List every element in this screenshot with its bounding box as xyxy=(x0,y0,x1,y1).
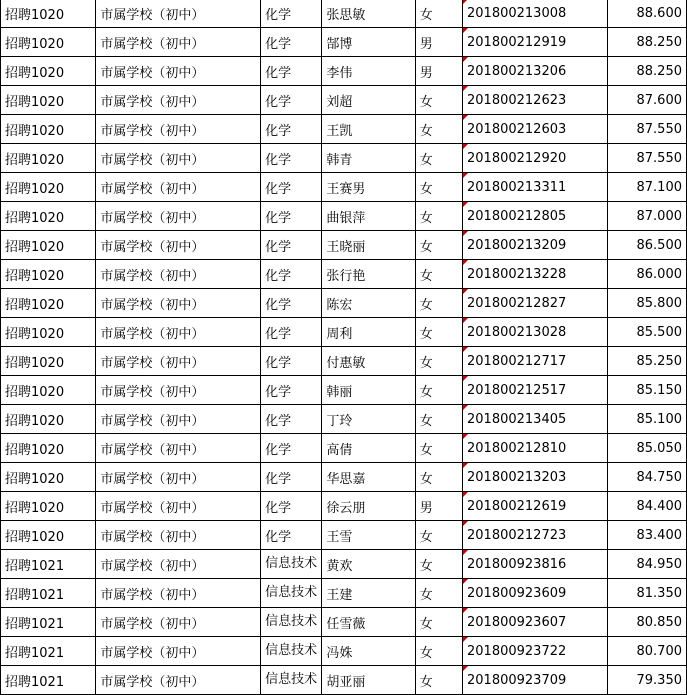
candidate-name-cell: 王建 xyxy=(322,579,415,608)
score-cell: 85.150 xyxy=(607,376,686,405)
post-code-cell: 招聘1020 xyxy=(1,28,96,57)
candidate-name-cell: 黄欢 xyxy=(322,550,415,579)
subject-cell: 化学 xyxy=(261,231,322,260)
unit-cell: 市属学校（初中） xyxy=(96,579,261,608)
table-row xyxy=(1,57,687,86)
unit-cell: 市属学校（初中） xyxy=(96,28,261,57)
table-row xyxy=(1,492,687,521)
score-cell: 88.600 xyxy=(607,0,686,28)
table-row xyxy=(1,666,687,695)
candidate-name-cell: 付惠敏 xyxy=(322,347,415,376)
post-code-cell: 招聘1021 xyxy=(1,579,96,608)
score-cell: 87.100 xyxy=(607,173,686,202)
candidate-name-cell: 曲银萍 xyxy=(322,202,415,231)
score-cell: 81.350 xyxy=(607,579,686,608)
post-code-cell: 招聘1021 xyxy=(1,608,96,637)
post-code-cell: 招聘1021 xyxy=(1,637,96,666)
subject-cell: 化学 xyxy=(261,260,322,289)
candidate-name-cell: 王晓丽 xyxy=(322,231,415,260)
score-cell: 85.100 xyxy=(607,405,686,434)
table-row xyxy=(1,144,687,173)
score-cell: 86.500 xyxy=(607,231,686,260)
table-row xyxy=(1,376,687,405)
unit-cell: 市属学校（初中） xyxy=(96,463,261,492)
candidate-name-cell: 王雪 xyxy=(322,521,415,550)
exam-id-cell: 201800212717 xyxy=(463,347,608,376)
table-row xyxy=(1,0,687,28)
exam-id-cell: 201800213008 xyxy=(463,0,608,28)
unit-cell: 市属学校（初中） xyxy=(96,347,261,376)
unit-cell: 市属学校（初中） xyxy=(96,144,261,173)
unit-cell: 市属学校（初中） xyxy=(96,550,261,579)
exam-id-cell: 201800213311 xyxy=(463,173,608,202)
gender-cell: 女 xyxy=(415,405,462,434)
post-code-cell: 招聘1020 xyxy=(1,144,96,173)
exam-id-cell: 201800923709 xyxy=(463,666,608,695)
candidate-name-cell: 胡亚丽 xyxy=(322,666,415,695)
exam-id-cell: 201800212517 xyxy=(463,376,608,405)
subject-cell: 化学 xyxy=(261,521,322,550)
score-cell: 80.850 xyxy=(607,608,686,637)
score-cell: 85.250 xyxy=(607,347,686,376)
gender-cell: 女 xyxy=(415,115,462,144)
post-code-cell: 招聘1020 xyxy=(1,173,96,202)
unit-cell: 市属学校（初中） xyxy=(96,57,261,86)
unit-cell: 市属学校（初中） xyxy=(96,376,261,405)
unit-cell: 市属学校（初中） xyxy=(96,608,261,637)
gender-cell: 女 xyxy=(415,289,462,318)
score-cell: 83.400 xyxy=(607,521,686,550)
exam-id-cell: 201800212827 xyxy=(463,289,608,318)
gender-cell: 女 xyxy=(415,173,462,202)
subject-cell: 信息技术 xyxy=(261,579,322,608)
exam-id-cell: 201800212919 xyxy=(463,28,608,57)
subject-cell: 信息技术 xyxy=(261,608,322,637)
score-cell: 87.550 xyxy=(607,115,686,144)
score-cell: 85.800 xyxy=(607,289,686,318)
exam-id-cell: 201800212723 xyxy=(463,521,608,550)
unit-cell: 市属学校（初中） xyxy=(96,289,261,318)
gender-cell: 女 xyxy=(415,376,462,405)
post-code-cell: 招聘1020 xyxy=(1,347,96,376)
exam-id-cell: 201800212619 xyxy=(463,492,608,521)
unit-cell: 市属学校（初中） xyxy=(96,115,261,144)
gender-cell: 女 xyxy=(415,579,462,608)
post-code-cell: 招聘1020 xyxy=(1,405,96,434)
subject-cell: 化学 xyxy=(261,318,322,347)
post-code-cell: 招聘1020 xyxy=(1,289,96,318)
candidate-name-cell: 刘超 xyxy=(322,86,415,115)
gender-cell: 女 xyxy=(415,666,462,695)
score-cell: 80.700 xyxy=(607,637,686,666)
table-body xyxy=(1,0,687,695)
unit-cell: 市属学校（初中） xyxy=(96,260,261,289)
unit-cell: 市属学校（初中） xyxy=(96,666,261,695)
post-code-cell: 招聘1020 xyxy=(1,231,96,260)
candidate-name-cell: 郜博 xyxy=(322,28,415,57)
gender-cell: 女 xyxy=(415,0,462,28)
candidate-name-cell: 陈宏 xyxy=(322,289,415,318)
gender-cell: 女 xyxy=(415,260,462,289)
unit-cell: 市属学校（初中） xyxy=(96,637,261,666)
score-cell: 84.950 xyxy=(607,550,686,579)
exam-id-cell: 201800212805 xyxy=(463,202,608,231)
subject-cell: 化学 xyxy=(261,86,322,115)
candidate-name-cell: 王凯 xyxy=(322,115,415,144)
subject-cell: 化学 xyxy=(261,144,322,173)
exam-id-cell: 201800212920 xyxy=(463,144,608,173)
exam-id-cell: 201800213028 xyxy=(463,318,608,347)
candidate-name-cell: 高倩 xyxy=(322,434,415,463)
score-cell: 84.750 xyxy=(607,463,686,492)
score-cell: 85.500 xyxy=(607,318,686,347)
subject-cell: 化学 xyxy=(261,28,322,57)
candidate-name-cell: 冯姝 xyxy=(322,637,415,666)
gender-cell: 女 xyxy=(415,608,462,637)
score-cell: 88.250 xyxy=(607,28,686,57)
unit-cell: 市属学校（初中） xyxy=(96,434,261,463)
exam-id-cell: 201800213228 xyxy=(463,260,608,289)
table-row xyxy=(1,173,687,202)
unit-cell: 市属学校（初中） xyxy=(96,521,261,550)
candidate-name-cell: 韩青 xyxy=(322,144,415,173)
table-row xyxy=(1,550,687,579)
candidate-name-cell: 韩丽 xyxy=(322,376,415,405)
score-cell: 87.550 xyxy=(607,144,686,173)
exam-id-cell: 201800213405 xyxy=(463,405,608,434)
score-cell: 86.000 xyxy=(607,260,686,289)
score-cell: 84.400 xyxy=(607,492,686,521)
gender-cell: 女 xyxy=(415,86,462,115)
post-code-cell: 招聘1020 xyxy=(1,434,96,463)
candidate-name-cell: 张思敏 xyxy=(322,0,415,28)
gender-cell: 女 xyxy=(415,347,462,376)
exam-id-cell: 201800212603 xyxy=(463,115,608,144)
table-row xyxy=(1,347,687,376)
score-cell: 85.050 xyxy=(607,434,686,463)
table-row xyxy=(1,260,687,289)
table-row xyxy=(1,28,687,57)
subject-cell: 信息技术 xyxy=(261,550,322,579)
post-code-cell: 招聘1020 xyxy=(1,521,96,550)
exam-id-cell: 201800923607 xyxy=(463,608,608,637)
candidate-name-cell: 华思嘉 xyxy=(322,463,415,492)
exam-id-cell: 201800212623 xyxy=(463,86,608,115)
candidate-name-cell: 王赛男 xyxy=(322,173,415,202)
exam-id-cell: 201800923609 xyxy=(463,579,608,608)
table-row xyxy=(1,579,687,608)
post-code-cell: 招聘1021 xyxy=(1,550,96,579)
unit-cell: 市属学校（初中） xyxy=(96,405,261,434)
exam-id-cell: 201800213209 xyxy=(463,231,608,260)
gender-cell: 女 xyxy=(415,318,462,347)
subject-cell: 信息技术 xyxy=(261,637,322,666)
gender-cell: 女 xyxy=(415,521,462,550)
gender-cell: 男 xyxy=(415,28,462,57)
subject-cell: 化学 xyxy=(261,115,322,144)
table-row xyxy=(1,521,687,550)
score-cell: 88.250 xyxy=(607,57,686,86)
subject-cell: 化学 xyxy=(261,434,322,463)
exam-id-cell: 201800212810 xyxy=(463,434,608,463)
unit-cell: 市属学校（初中） xyxy=(96,231,261,260)
candidate-name-cell: 周利 xyxy=(322,318,415,347)
gender-cell: 女 xyxy=(415,144,462,173)
unit-cell: 市属学校（初中） xyxy=(96,492,261,521)
gender-cell: 女 xyxy=(415,637,462,666)
gender-cell: 男 xyxy=(415,492,462,521)
subject-cell: 化学 xyxy=(261,492,322,521)
table-row xyxy=(1,463,687,492)
candidate-name-cell: 李伟 xyxy=(322,57,415,86)
table-row xyxy=(1,202,687,231)
table-row xyxy=(1,231,687,260)
post-code-cell: 招聘1020 xyxy=(1,115,96,144)
post-code-cell: 招聘1020 xyxy=(1,492,96,521)
table-row xyxy=(1,405,687,434)
subject-cell: 化学 xyxy=(261,289,322,318)
table-row xyxy=(1,318,687,347)
post-code-cell: 招聘1020 xyxy=(1,463,96,492)
candidate-name-cell: 任雪薇 xyxy=(322,608,415,637)
table-row xyxy=(1,289,687,318)
candidate-name-cell: 张行艳 xyxy=(322,260,415,289)
unit-cell: 市属学校（初中） xyxy=(96,173,261,202)
subject-cell: 化学 xyxy=(261,405,322,434)
gender-cell: 女 xyxy=(415,463,462,492)
subject-cell: 信息技术 xyxy=(261,666,322,695)
subject-cell: 化学 xyxy=(261,463,322,492)
score-cell: 87.000 xyxy=(607,202,686,231)
subject-cell: 化学 xyxy=(261,57,322,86)
post-code-cell: 招聘1020 xyxy=(1,202,96,231)
table-row xyxy=(1,637,687,666)
gender-cell: 女 xyxy=(415,434,462,463)
post-code-cell: 招聘1020 xyxy=(1,260,96,289)
table-row xyxy=(1,434,687,463)
candidate-name-cell: 丁玲 xyxy=(322,405,415,434)
table-row xyxy=(1,115,687,144)
table-row xyxy=(1,608,687,637)
post-code-cell: 招聘1021 xyxy=(1,666,96,695)
score-cell: 87.600 xyxy=(607,86,686,115)
subject-cell: 化学 xyxy=(261,347,322,376)
subject-cell: 化学 xyxy=(261,0,322,28)
score-cell: 79.350 xyxy=(607,666,686,695)
subject-cell: 化学 xyxy=(261,173,322,202)
post-code-cell: 招聘1020 xyxy=(1,318,96,347)
subject-cell: 化学 xyxy=(261,202,322,231)
unit-cell: 市属学校（初中） xyxy=(96,86,261,115)
subject-cell: 化学 xyxy=(261,376,322,405)
candidate-name-cell: 徐云朋 xyxy=(322,492,415,521)
gender-cell: 女 xyxy=(415,202,462,231)
post-code-cell: 招聘1020 xyxy=(1,0,96,28)
exam-id-cell: 201800213203 xyxy=(463,463,608,492)
exam-id-cell: 201800213206 xyxy=(463,57,608,86)
exam-id-cell: 201800923722 xyxy=(463,637,608,666)
unit-cell: 市属学校（初中） xyxy=(96,0,261,28)
gender-cell: 女 xyxy=(415,550,462,579)
gender-cell: 女 xyxy=(415,231,462,260)
table-row xyxy=(1,86,687,115)
unit-cell: 市属学校（初中） xyxy=(96,318,261,347)
post-code-cell: 招聘1020 xyxy=(1,57,96,86)
unit-cell: 市属学校（初中） xyxy=(96,202,261,231)
gender-cell: 男 xyxy=(415,57,462,86)
exam-id-cell: 201800923816 xyxy=(463,550,608,579)
post-code-cell: 招聘1020 xyxy=(1,376,96,405)
post-code-cell: 招聘1020 xyxy=(1,86,96,115)
